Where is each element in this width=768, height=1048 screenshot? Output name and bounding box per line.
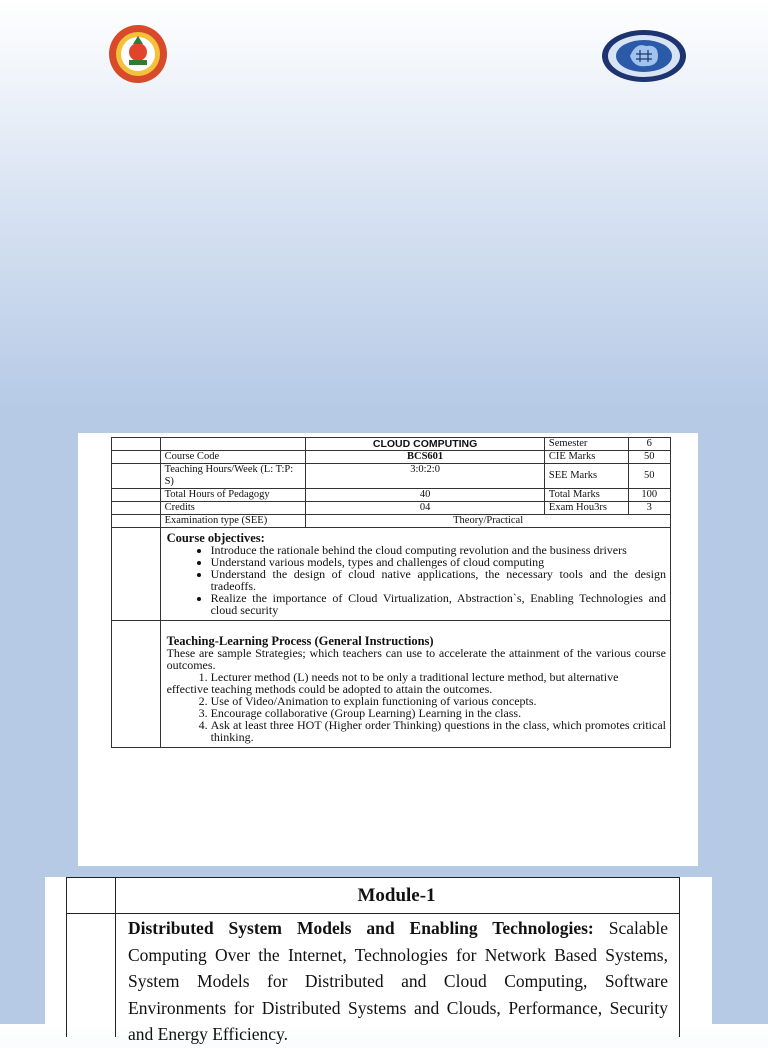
teaching-process-row bbox=[112, 621, 671, 748]
teaching-process-heading: Teaching-Learning Process (General Instructions) bbox=[166, 634, 434, 648]
list-item: 3. Encourage collaborative (Group Learning) Learning in the class. bbox=[211, 707, 666, 719]
list-item: • Understand the design of cloud native applications, the necessary tools and the design tradeoffs. bbox=[211, 568, 666, 592]
objectives-heading: Course objectives: bbox=[166, 531, 265, 545]
teaching-process-intro: These are sample Strategies; which teachers can use to accelerate the attainment of the various course outcomes. bbox=[166, 646, 666, 672]
list-item: 1. Lecturer method (L) needs not to be only a traditional lecture method, but alternative effective teaching methods could be adopted to attain the outcomes. bbox=[211, 671, 666, 695]
module-page bbox=[45, 877, 712, 1044]
teaching-process-list bbox=[167, 671, 666, 743]
course-code: BCS601 bbox=[306, 451, 545, 464]
objectives-row bbox=[112, 528, 671, 621]
objectives-list bbox=[167, 544, 666, 616]
semester-label: Semester bbox=[544, 438, 628, 451]
syllabus-table bbox=[111, 437, 671, 748]
semester-value: 6 bbox=[628, 438, 670, 451]
list-item: 2. Use of Video/Animation to explain functioning of various concepts. bbox=[211, 695, 666, 707]
course-title: CLOUD COMPUTING bbox=[306, 438, 545, 451]
module-title: Module-1 bbox=[357, 885, 436, 906]
college-seal-logo bbox=[107, 22, 169, 86]
list-item: 4. Ask at least three HOT (Higher order Thinking) questions in the class, which promotes critical thinking. bbox=[211, 719, 666, 743]
table-row: Total Hours of Pedagogy 40 Total Marks 100 bbox=[112, 489, 671, 502]
brain-circuit-logo bbox=[600, 28, 688, 84]
module-description: Distributed System Models and Enabling Technologies: Scalable Computing Over the Internet, Technologies for Network Based Systems, System Models for Distributed and Cloud Computing, Software Environments for Distributed Systems and Clouds, Performance, Security and Energy Efficiency. bbox=[128, 918, 668, 1044]
list-item: • Introduce the rationale behind the cloud computing revolution and the business drivers bbox=[211, 544, 666, 556]
table-row: Examination type (SEE) Theory/Practical bbox=[112, 515, 671, 528]
list-item: • Understand various models, types and challenges of cloud computing bbox=[211, 556, 666, 568]
list-item: • Realize the importance of Cloud Virtualization, Abstraction`s, Enabling Technologies and cloud security bbox=[211, 592, 666, 616]
table-row: Course Code BCS601 CIE Marks 50 bbox=[112, 451, 671, 464]
syllabus-page bbox=[78, 433, 698, 866]
table-row: Teaching Hours/Week (L: T:P: S) 3:0:2:0 SEE Marks 50 bbox=[112, 464, 671, 489]
table-row: Credits 04 Exam Hou3rs 3 bbox=[112, 502, 671, 515]
